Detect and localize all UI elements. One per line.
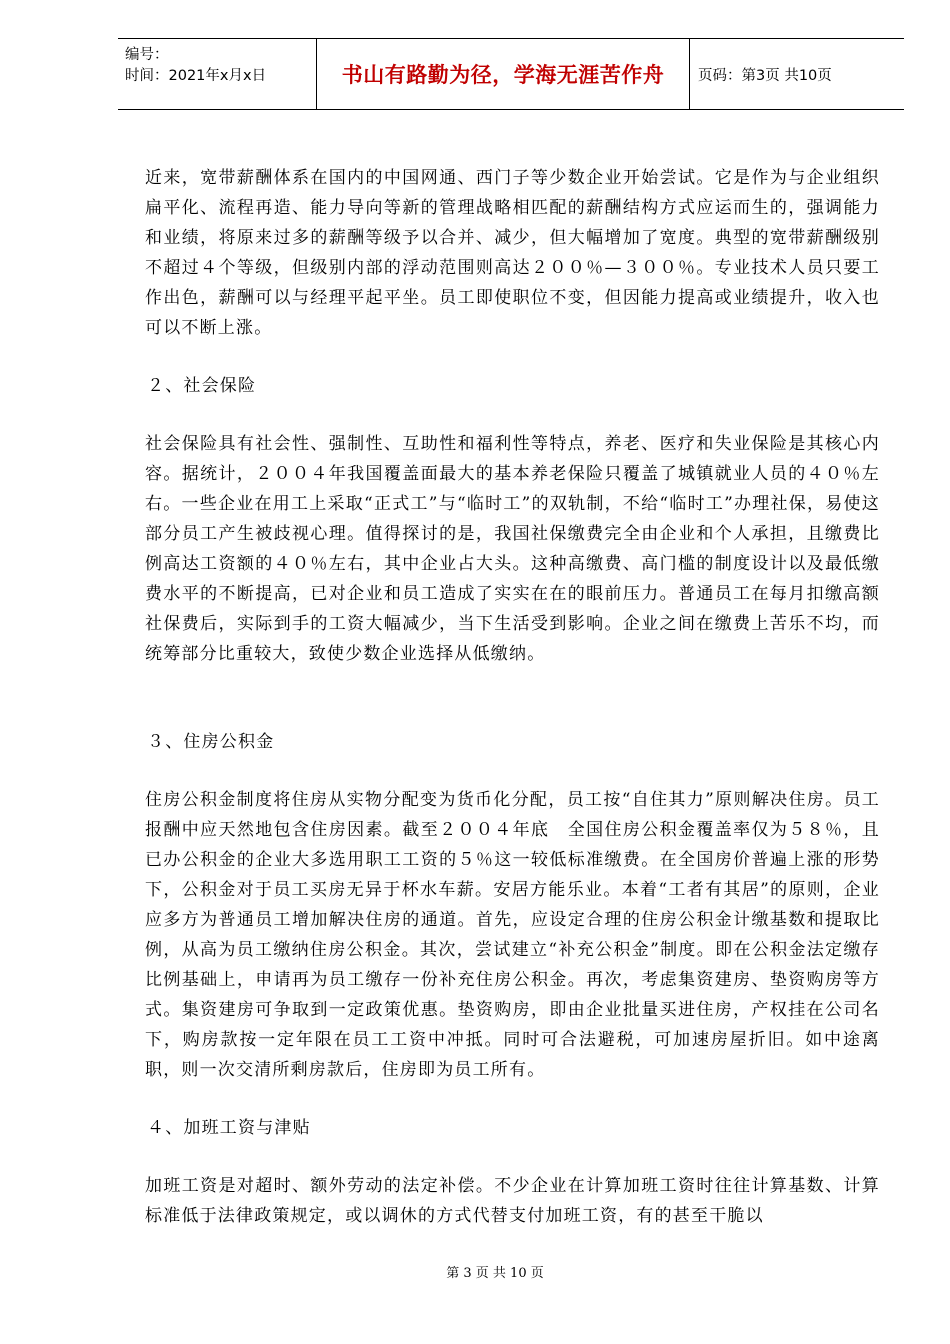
housing-fund-paragraph: 住房公积金制度将住房从实物分配变为货币化分配，员工按“自住其力”原则解决住房。员工报酬中应天然地包含住房因素。截至２００４年底 全国住房公积金覆盖率仅为５８％，且已办公积金的企业大多选用职工工资的５％这一较低标准缴费。在全国房价普遍上涨的形势下，公积金对于员工买房无异于杯水车薪。安居方能乐业。本着“工者有其居”的原则，企业应多方为普通员工增加解决住房的通道。首先，应设定合理的住房公积金计缴基数和提取比例，从高为员工缴纳住房公积金。其次，尝试建立“补充公积金”制度。即在公积金法定缴存比例基础上，申请再为员工缴存一份补充住房公积金。再次，考虑集资建房、垫资购房等方式。集资建房可争取到一定政策优惠。垫资购房，即由企业批量买进住房，产权挂在公司名下，购房款按一定年限在员工工资中冲抵。同时可合法避税，可加速房屋折旧。如中途离职，则一次交清所剩房款后，住房即为员工所有。	[145, 790, 880, 1080]
section-heading-overtime: ４、加班工资与津贴	[147, 1118, 311, 1138]
header-page-info: 页码：第3页 共10页	[698, 67, 832, 84]
serial-label: 编号：	[125, 47, 169, 63]
page-header	[118, 38, 904, 110]
header-motto: 书山有路勤为径，学海无涯苦作舟	[317, 39, 690, 109]
time-label: 时间：2021年x月x日	[125, 68, 267, 84]
intro-paragraph: 近来，宽带薪酬体系在国内的中国网通、西门子等少数企业开始尝试。它是作为与企业组织扁平化、流程再造、能力导向等新的管理战略相匹配的薪酬结构方式应运而生的，强调能力和业绩，将原来过多的薪酬等级予以合并、减少，但大幅增加了宽度。典型的宽带薪酬级别不超过４个等级，但级别内部的浮动范围则高达２００％—３００％。专业技术人员只要工作出色，薪酬可以与经理平起平坐。员工即使职位不变，但因能力提高或业绩提升，收入也可以不断上涨。	[145, 168, 880, 338]
social-insurance-paragraph: 社会保险具有社会性、强制性、互助性和福利性等特点，养老、医疗和失业保险是其核心内容。据统计，２００４年我国覆盖面最大的基本养老保险只覆盖了城镇就业人员的４０％左右。一些企业在用工上采取“正式工”与“临时工”的双轨制，不给“临时工”办理社保，易使这部分员工产生被歧视心理。值得探讨的是，我国社保缴费完全由企业和个人承担，且缴费比例高达工资额的４０％左右，其中企业占大头。这种高缴费、高门槛的制度设计以及最低缴费水平的不断提高，已对企业和员工造成了实实在在的眼前压力。普通员工在每月扣缴高额社保费后，实际到手的工资大幅减少，当下生活受到影响。企业之间在缴费上苦乐不均，而统筹部分比重较大，致使少数企业选择从低缴纳。	[145, 434, 880, 664]
section-heading-housing-fund: ３、住房公积金	[147, 732, 275, 752]
overtime-paragraph: 加班工资是对超时、额外劳动的法定补偿。不少企业在计算加班工资时往往计算基数、计算标准低于法律政策规定，或以调休的方式代替支付加班工资，有的甚至干脆以	[145, 1176, 880, 1226]
section-heading-social-insurance: ２、社会保险	[147, 376, 257, 396]
page-footer: 第 3 页 共 10 页	[446, 1266, 544, 1281]
document-body	[145, 163, 880, 1231]
header-meta-cell	[118, 39, 317, 109]
